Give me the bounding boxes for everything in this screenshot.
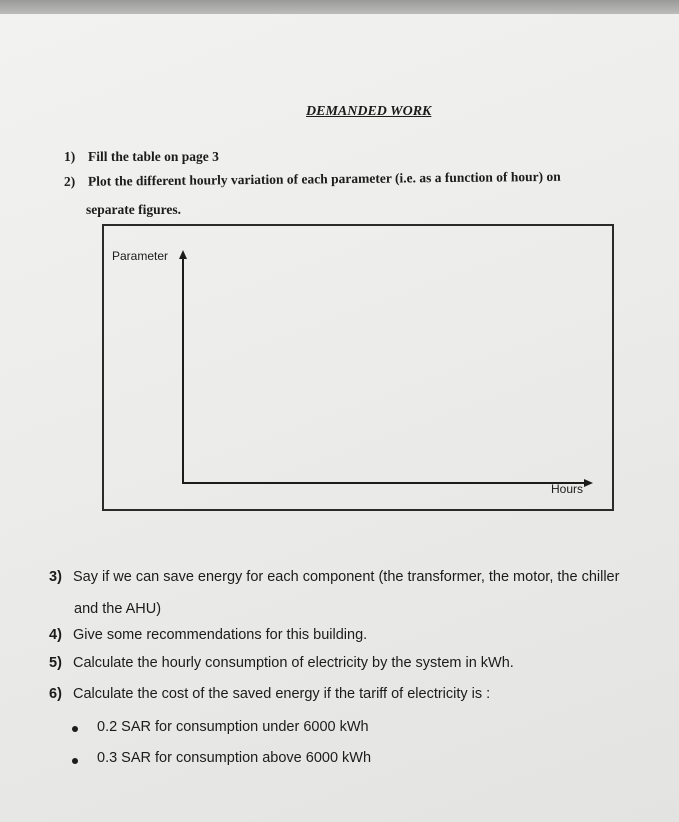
item-4	[49, 627, 367, 643]
item-text: Give some recommendations for this building.	[73, 627, 368, 643]
y-axis-label: Parameter	[112, 249, 169, 263]
item-text: Say if we can save energy for each component (the transformer, the motor, the chiller	[73, 569, 620, 585]
item-number: 3)	[49, 569, 62, 585]
document-heading: DEMANDED WORK	[306, 104, 432, 119]
item-number: 1)	[64, 149, 76, 164]
tariff-bullet: 0.3 SAR for consumption above 6000 kWh	[97, 750, 372, 766]
item-text: Plot the different hourly variation of each parameter (i.e. as a function of hour) on	[87, 168, 561, 189]
y-axis-line	[182, 258, 184, 484]
item-text: Fill the table on page 3	[88, 149, 219, 164]
item-number: 6)	[49, 686, 62, 702]
item-3-continuation: and the AHU)	[74, 601, 162, 617]
item-6	[49, 686, 490, 702]
item-1	[64, 149, 219, 165]
bullet-dot-icon	[72, 726, 78, 732]
item-2-continuation: separate figures.	[86, 202, 181, 217]
x-axis-label: Hours	[551, 482, 584, 496]
item-number: 4)	[49, 627, 62, 643]
item-number: 2)	[63, 173, 76, 189]
item-text: Calculate the hourly consumption of electricity by the system in kWh.	[73, 655, 514, 671]
item-text: Calculate the cost of the saved energy if the tariff of electricity is :	[73, 686, 491, 702]
x-axis-arrow-icon	[584, 479, 593, 487]
x-axis-line	[182, 482, 586, 484]
bullet-dot-icon	[72, 758, 78, 764]
item-number: 5)	[49, 655, 62, 671]
plot-frame	[102, 224, 614, 511]
tariff-bullet: 0.2 SAR for consumption under 6000 kWh	[97, 719, 369, 735]
item-3	[49, 569, 619, 585]
item-5	[49, 655, 514, 671]
